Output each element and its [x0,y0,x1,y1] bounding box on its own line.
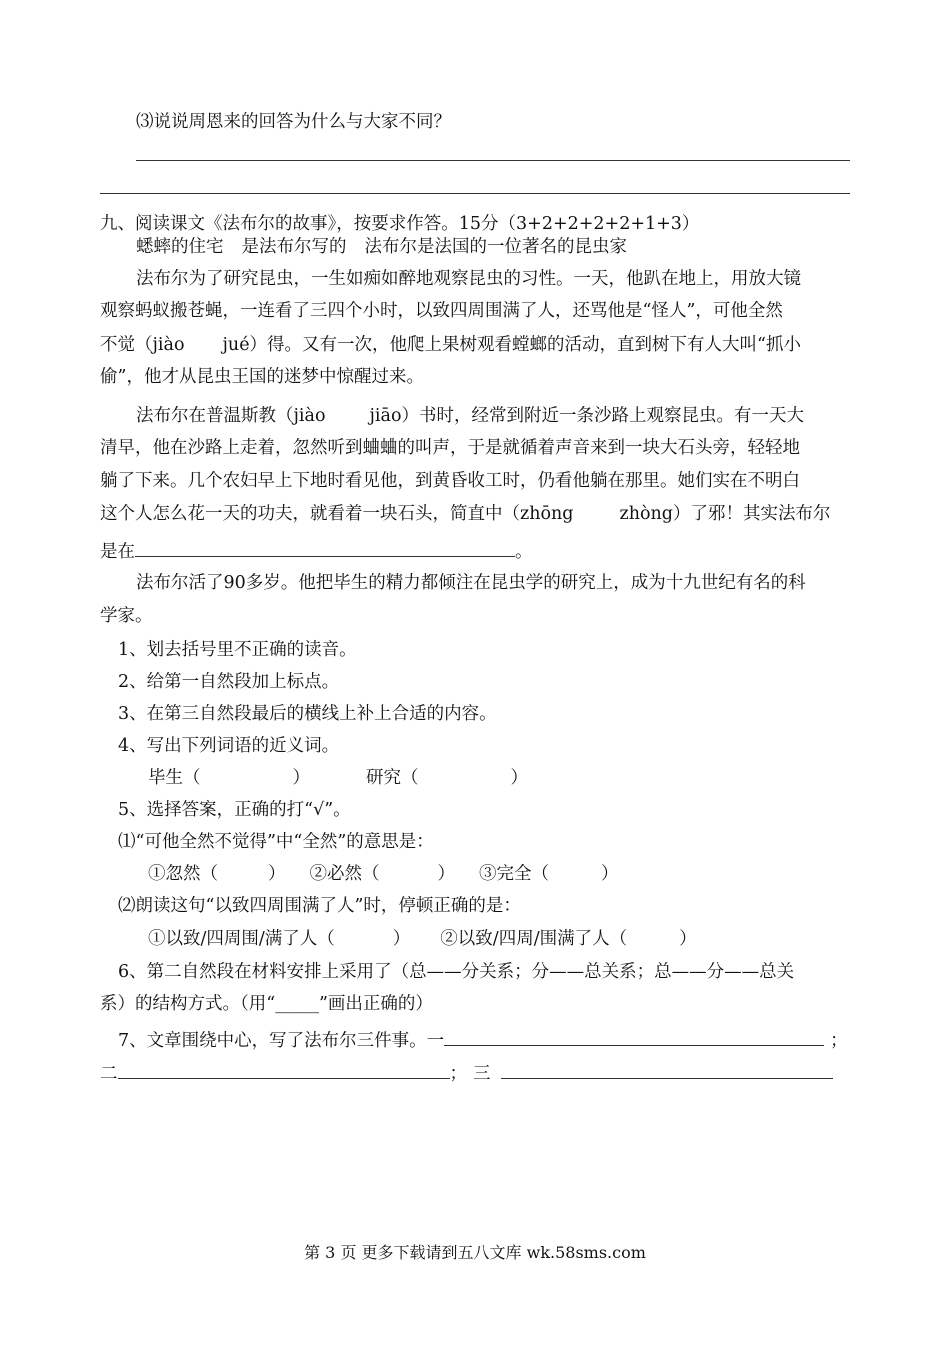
task-4: 4、写出下列词语的近义词。 [118,736,340,756]
synonym-word-2-end: ） [510,768,528,788]
p4-line-1: 法布尔活了90多岁。他把毕生的精力都倾注在昆虫学的研究上，成为十九世纪有名的科 [136,573,806,593]
synonym-word-2: 研究（ [366,768,419,788]
option-1c: ③完全（ [479,864,549,884]
task-7-label-2: 二 [100,1064,118,1084]
task-4-words [148,767,528,789]
question-3: ⑶说说周恩来的回答为什么与大家不同？ [136,112,451,132]
task-5-q2: ⑵朗读这句“以致四周围满了人”时，停顿正确的是： [118,896,521,916]
option-1b-end: ） [437,864,455,884]
fill-blank-event-2[interactable] [118,1060,450,1079]
task-6-underline-sample: _____ [275,994,319,1014]
task-6-line-1: 6、第二自然段在材料安排上采用了（总——分关系；分——总关系；总——分——总关 [118,962,795,982]
pinyin-option-zhong4[interactable]: zhòng）了邪！其实法布尔 [619,504,831,524]
p4-line-2: 学家。 [100,606,153,626]
task-5: 5、选择答案，正确的打“√”。 [118,800,351,820]
task-3: 3、在第三自然段最后的横线上补上合适的内容。 [118,704,497,724]
option-1b: ②必然（ [309,864,380,884]
option-1c-end: ） [601,864,619,884]
task-7-line-1-end: ； [830,1031,848,1051]
pinyin-option-jiao[interactable]: 不觉（jiào [100,335,185,355]
p2-line-1: 法布尔为了研究昆虫，一生如痴如醉地观察昆虫的习性。一天，他趴在地上，用放大镜 [136,269,801,289]
paragraph-1 [136,236,627,258]
option-1a-end: ） [268,864,286,884]
task-2: 2、给第一自然段加上标点。 [118,672,340,692]
task-6-line-2-b: ”画出正确的） [318,994,433,1014]
task-5-q1-options [148,863,619,885]
pinyin-option-jue[interactable]: jué）得。又有一次，他爬上果树观看螳螂的活动，直到树下有人大叫“抓小 [222,335,801,355]
answer-line-2[interactable] [100,193,850,194]
fill-blank-event-3[interactable] [501,1060,833,1079]
p1-part-a: 蟋蟀的住宅 [136,237,224,257]
task-7-text: 7、文章围绕中心，写了法布尔三件事。一 [118,1031,445,1051]
p2-line-2: 观察蚂蚁搬苍蝇，一连看了三四个小时，以致四周围满了人，还骂他是“怪人”，可他全然 [100,301,783,321]
option-2a: ①以致/四周围/满了人（ [148,929,335,949]
p2-line-4: 偷”，他才从昆虫王国的迷梦中惊醒过来。 [100,367,424,387]
p1-part-b: 是法布尔写的 [241,237,347,257]
p2-line-3 [100,334,801,356]
task-7-line-2 [100,1060,833,1085]
option-2a-end: ） [392,929,411,949]
option-1a: ①忽然（ [148,864,218,884]
p3-line-4 [100,503,831,525]
section-heading: 九、阅读课文《法布尔的故事》，按要求作答。15分（3+2+2+2+2+1+3） [100,214,700,234]
pinyin-option-jiao1[interactable]: jiāo）书时，经常到附近一条沙路上观察昆虫。有一天大 [369,406,804,426]
task-7-line-1 [118,1027,848,1052]
pinyin-option-zhong1[interactable]: 这个人怎么花一天的功夫，就看着一块石头，简直中（zhōng [100,504,574,524]
p3-line-2: 清早，他在沙路上走着，忽然听到蛐蛐的叫声，于是就循着声音来到一块大石头旁，轻轻地 [100,438,800,458]
task-5-q1: ⑴“可他全然不觉得”中“全然”的意思是： [118,832,434,852]
synonym-word-1-end: ） [292,768,310,788]
fill-blank-p3[interactable] [135,538,515,557]
task-1: 1、划去括号里不正确的读音。 [118,640,357,660]
p3-line-1 [136,405,804,427]
option-2b-end: ） [679,929,697,949]
task-5-q2-options [148,928,697,950]
page-footer: 第 3 页 更多下载请到五八文库 wk.58sms.com [304,1243,646,1262]
pinyin-option-jiao4[interactable]: 法布尔在普温斯教（jiào [136,406,326,426]
task-7-label-3: 三 [473,1064,491,1084]
p3-line-5-end: 。 [515,542,533,562]
p1-part-c: 法布尔是法国的一位著名的昆虫家 [364,237,627,257]
p3-line-3: 躺了下来。几个农妇早上下地时看见他，到黄昏收工时，仍看他躺在那里。她们实在不明白 [100,471,800,491]
fill-blank-event-1[interactable] [444,1027,824,1046]
task-6-line-2-a: 系）的结构方式。（用“ [100,994,276,1014]
p3-line-5 [100,538,533,563]
task-7-sep: ； [449,1064,467,1084]
p3-line-5-text: 是在 [100,542,135,562]
option-2b: ②以致/四周/围满了人（ [440,929,628,949]
task-6-line-2 [100,993,433,1015]
answer-line-1[interactable] [136,160,850,161]
synonym-word-1: 毕生（ [148,768,201,788]
